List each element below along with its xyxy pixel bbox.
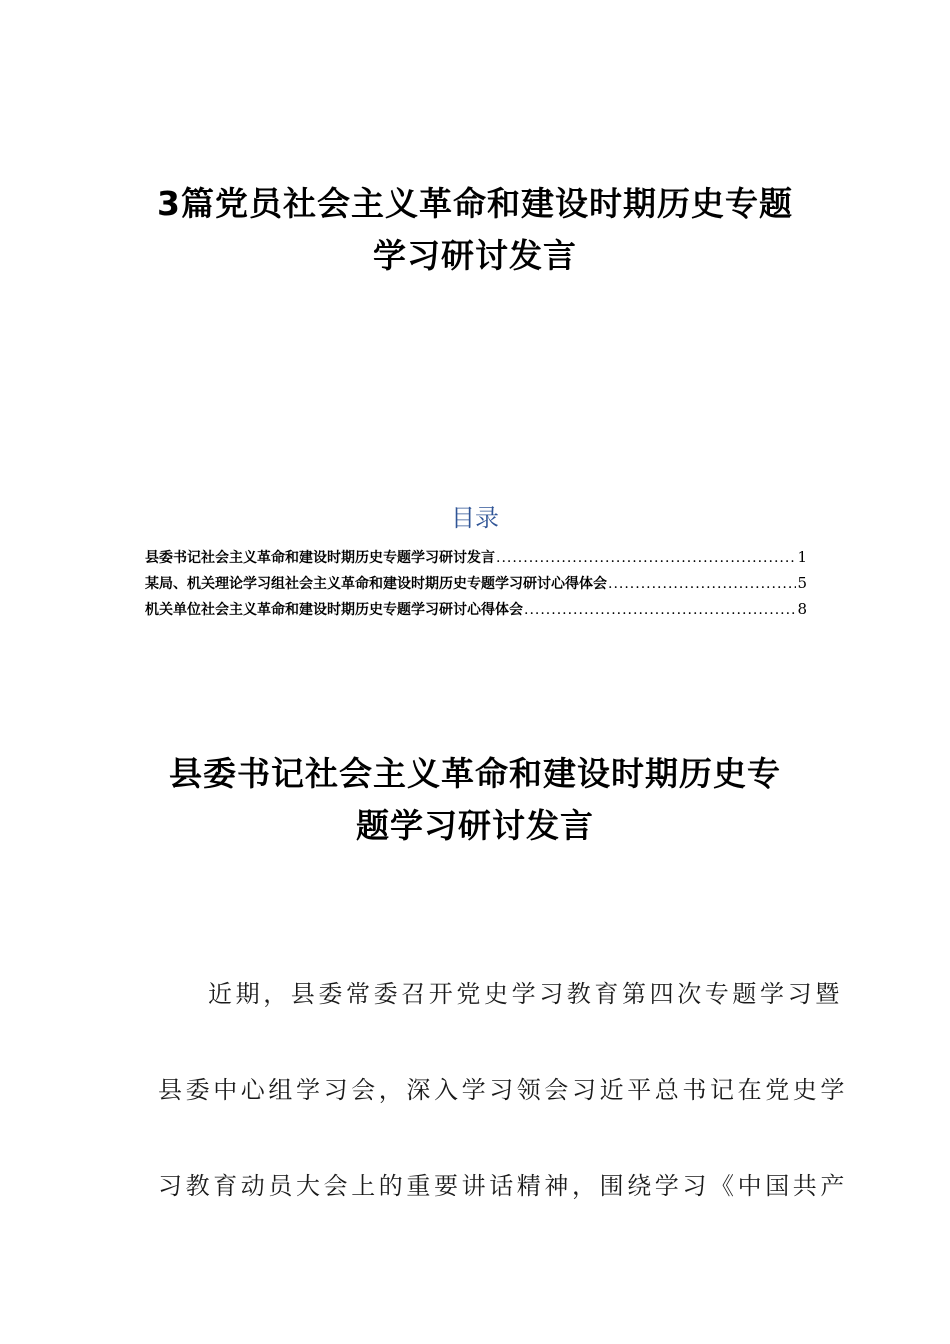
toc-entry[interactable] <box>145 544 807 570</box>
toc-entry-label[interactable]: 某局、机关理论学习组社会主义革命和建设时期历史专题学习研讨心得体会 <box>145 576 607 592</box>
section-title <box>120 748 830 852</box>
section-title-line-2: 题学习研讨发言 <box>356 806 594 845</box>
document-title-line-1: 3篇党员社会主义革命和建设时期历史专题 <box>157 184 793 223</box>
toc-entry-label[interactable]: 县委书记社会主义革命和建设时期历史专题学习研讨发言 <box>145 550 495 566</box>
table-of-contents <box>145 544 807 622</box>
toc-dot-leader <box>496 545 796 571</box>
toc-heading: 目录 <box>451 504 499 532</box>
toc-entry-label[interactable]: 机关单位社会主义革命和建设时期历史专题学习研讨心得体会 <box>145 602 523 618</box>
document-title-line-2: 学习研讨发言 <box>373 236 577 275</box>
toc-entry-page[interactable]: 1 <box>797 548 807 566</box>
section-title-line-1: 县委书记社会主义革命和建设时期历史专 <box>169 754 781 793</box>
toc-entry-page[interactable]: 8 <box>797 600 807 618</box>
toc-entry[interactable] <box>145 570 807 596</box>
toc-dot-leader <box>524 597 796 623</box>
body-line: 习教育动员大会上的重要讲话精神，围绕学习《中国共产 <box>158 1172 848 1200</box>
body-paragraph <box>158 970 848 1258</box>
document-title <box>120 178 830 282</box>
toc-entry-page[interactable]: 5 <box>797 574 807 592</box>
toc-entry[interactable] <box>145 596 807 622</box>
body-line: 近期，县委常委召开党史学习教育第四次专题学习暨 <box>208 980 843 1008</box>
toc-dot-leader <box>608 571 796 597</box>
body-line: 县委中心组学习会，深入学习领会习近平总书记在党史学 <box>158 1076 848 1104</box>
